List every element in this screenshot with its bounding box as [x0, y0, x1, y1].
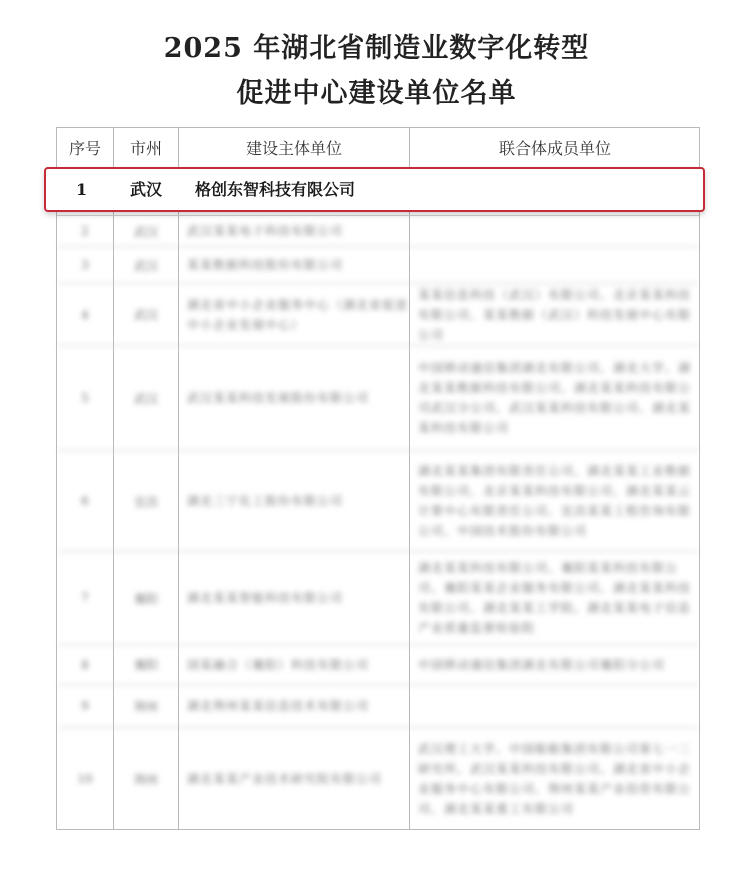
document-title-line-1: 2025 年湖北省制造业数字化转型 — [163, 33, 590, 64]
header-city: 市州 — [129, 139, 162, 158]
unit-list-table — [56, 127, 700, 830]
table-row — [57, 685, 699, 728]
table-header-row — [57, 128, 699, 169]
row-builder: 某某数据科技股份有限公司 — [187, 258, 344, 272]
row-city: 武汉 — [133, 258, 158, 273]
row-builder: 湖北某某智能科技有限公司 — [187, 591, 344, 605]
row-city: 武汉 — [133, 308, 158, 322]
row-members: 中国移动通信集团湖北有限公司襄阳分公司 — [418, 657, 666, 672]
table-row — [57, 284, 699, 346]
row-city: 襄阳 — [133, 591, 158, 606]
table-row — [57, 552, 699, 645]
row-1-city: 武汉 — [130, 180, 163, 199]
table-row — [57, 346, 699, 451]
row-city: 武汉 — [133, 224, 158, 239]
row-members: 中国移动通信集团湖北有限公司、湖北大学、湖北某某数据科技有限公司、湖北某某科技有限公司武汉分公司、武汉某某科技有限公司、湖北某某科技有限公司 — [418, 361, 692, 435]
header-index: 序号 — [68, 139, 101, 158]
row-index: 6 — [81, 494, 89, 508]
row-builder: 湖北省中小企业服务中心（湖北省促进中小企业发展中心） — [187, 297, 409, 332]
header-builder-unit: 建设主体单位 — [245, 139, 342, 158]
row-index: 9 — [81, 699, 89, 713]
row-index: 5 — [81, 391, 89, 405]
row-index: 4 — [81, 307, 89, 322]
row-builder: 湖北荆州某某信息技术有限公司 — [187, 699, 370, 713]
row-index: 7 — [81, 591, 89, 605]
table-row — [57, 216, 699, 247]
row-index: 10 — [77, 772, 93, 786]
row-city: 荆州 — [133, 772, 158, 787]
header-member-units: 联合体成员单位 — [498, 139, 611, 158]
row-members: 湖北某某科技有限公司、襄阳某某科技有限公司、襄阳某某企业服务有限公司、湖北某某科技有限公司、湖北某某工学院、湖北某某电子信息产业质量监督检验院 — [418, 561, 692, 635]
row-index: 2 — [81, 224, 89, 238]
row-index: 3 — [81, 258, 89, 272]
table-row — [57, 645, 699, 685]
row-1-builder: 格创东智科技有限公司 — [195, 180, 356, 199]
table-row — [57, 451, 699, 552]
highlighted-row-1 — [44, 167, 705, 212]
row-builder: 武汉某某科技发展股份有限公司 — [187, 391, 370, 405]
row-members: 湖北某某集团有限责任公司、湖北某某工业数据有限公司、北京某某科技有限公司、湖北某某云计算中心有限责任公司、宜昌某某工程咨询有限公司、中国技术股份有限公司 — [418, 464, 692, 538]
document-title-line-2: 促进中心建设单位名单 — [236, 78, 517, 109]
row-members: 武汉理工大学、中国船舶集团有限公司第七一二研究所、武汉某某科技有限公司、湖北省中小企业服务中心有限公司、荆州某某产业投资有限公司、湖北某某重工有限公司 — [418, 742, 692, 816]
row-builder: 国某融合（襄阳）科技有限公司 — [187, 657, 370, 672]
row-members: 某某信息科技（武汉）有限公司、北京某某科技有限公司、某某数据（武汉）科技发展中心有限公司 — [418, 287, 692, 342]
row-city: 宜昌 — [133, 494, 158, 509]
row-builder: 武汉某某电子科技有限公司 — [187, 224, 344, 238]
row-builder: 湖北某某产业技术研究院有限公司 — [187, 772, 383, 786]
row-city: 襄阳 — [133, 658, 158, 672]
table-row — [57, 728, 699, 830]
row-city: 荆州 — [133, 699, 158, 714]
table-row — [57, 247, 699, 284]
row-city: 武汉 — [133, 391, 158, 406]
row-1-index: 1 — [76, 180, 88, 199]
row-builder: 湖北三宁化工股份有限公司 — [187, 494, 344, 508]
row-index: 8 — [81, 657, 89, 672]
